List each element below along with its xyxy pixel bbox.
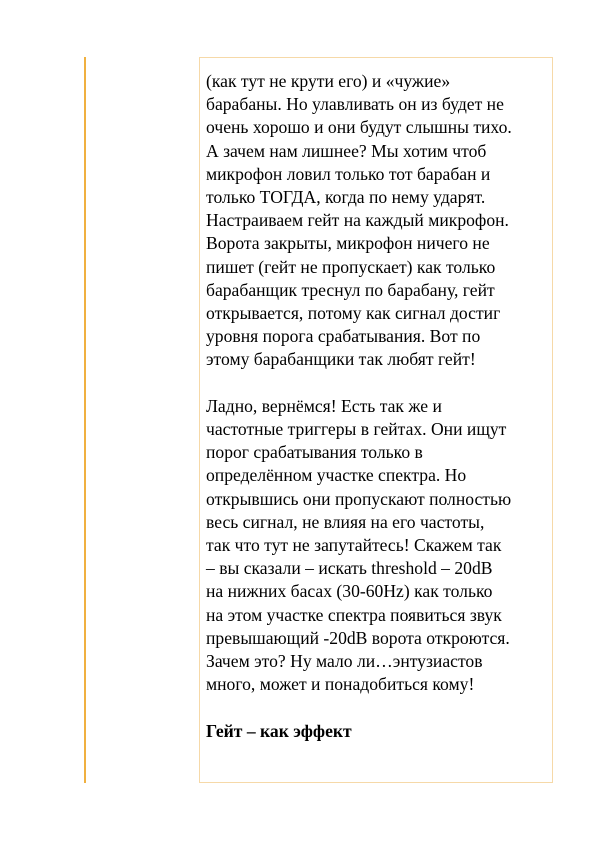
text-line: барабаны. Но улавливать он из будет не xyxy=(206,94,504,115)
text-line: уровня порога срабатывания. Вот по xyxy=(206,326,481,347)
text-line: (как тут не крути его) и «чужие» xyxy=(206,71,451,91)
text-line: весь сигнал, не влияя на его частоты, xyxy=(206,511,485,532)
text-line: Зачем это? Ну мало ли…энтузиастов xyxy=(206,651,483,672)
section-heading: Гейт – как эффект xyxy=(206,720,352,741)
text-body xyxy=(206,70,551,743)
text-line: Настраиваем гейт на каждый микрофон. xyxy=(206,210,509,231)
text-line: так что тут не запутайтесь! Скажем так xyxy=(206,535,502,556)
text-line: Ворота закрыты, микрофон ничего не xyxy=(206,233,490,254)
text-line: пишет (гейт не пропускает) как только xyxy=(206,256,496,277)
text-line: открывшись они пропускают полностью xyxy=(206,488,512,509)
text-line: микрофон ловил только тот барабан и xyxy=(206,163,491,184)
text-line: Ладно, вернёмся! Есть так же и xyxy=(206,395,442,416)
paragraph-1 xyxy=(206,70,551,372)
text-line: превышающий -20dB ворота откроются. xyxy=(206,627,510,648)
text-line: открывается, потому как сигнал достиг xyxy=(206,303,501,324)
text-line: А зачем нам лишнее? Мы хотим чтоб xyxy=(206,140,487,161)
text-line: на нижних басах (30-60Hz) как только xyxy=(206,581,493,602)
text-line: порог срабатывания только в xyxy=(206,442,423,463)
text-line: на этом участке спектра появиться звук xyxy=(206,604,502,625)
text-line: частотные триггеры в гейтах. Они ищут xyxy=(206,419,507,440)
text-line: определённом участке спектра. Но xyxy=(206,465,467,486)
text-line: очень хорошо и они будут слышны тихо. xyxy=(206,117,512,138)
text-line: барабанщик треснул по барабану, гейт xyxy=(206,279,495,300)
text-line: – вы сказали – искать threshold – 20dB xyxy=(206,558,493,579)
text-line: только ТОГДА, когда по нему ударят. xyxy=(206,187,486,208)
text-line: много, может и понадобиться кому! xyxy=(206,674,475,695)
paragraph-2 xyxy=(206,395,551,697)
text-line: этому барабанщики так любят гейт! xyxy=(206,349,476,370)
margin-rule xyxy=(84,57,86,783)
